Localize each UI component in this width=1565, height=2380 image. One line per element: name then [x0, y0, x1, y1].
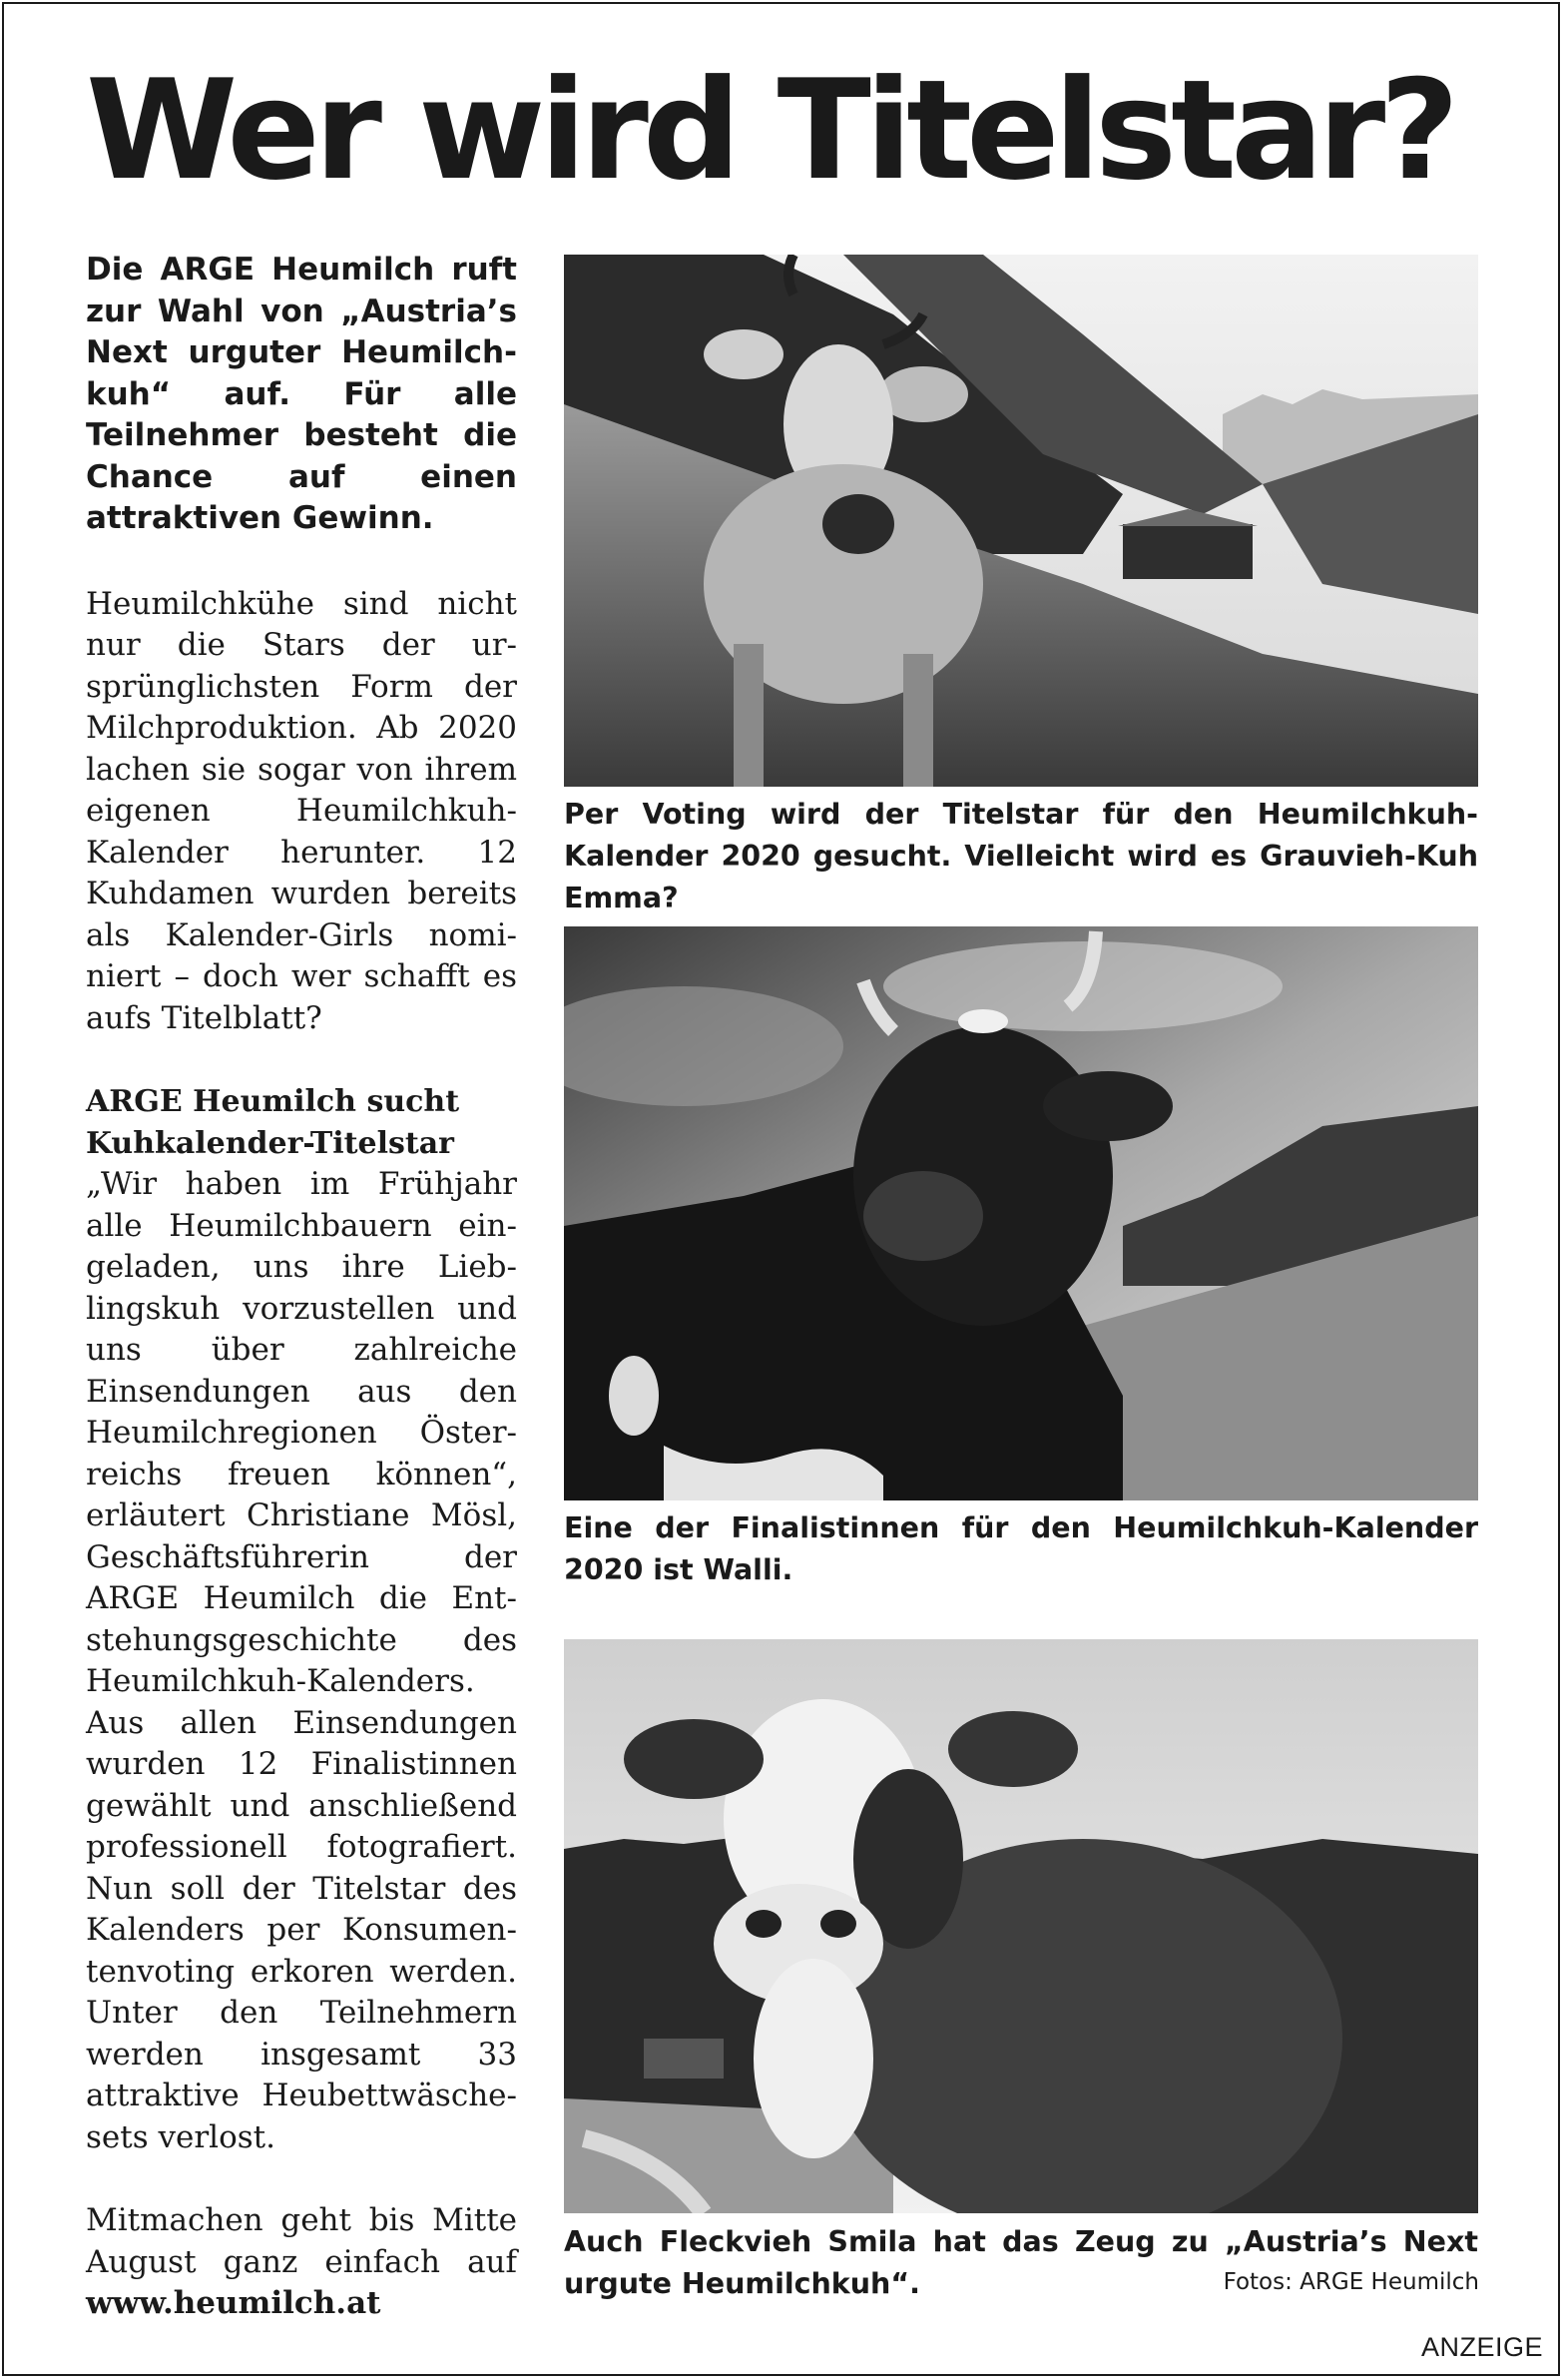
caption-photo-2: Eine der Finalistinnen für den Heumilchkuh-Kalender 2020 ist Walli. [564, 1511, 1478, 1586]
photo-cow-walli [564, 926, 1478, 1500]
photo-credit: Fotos: ARGE Heumilch [1223, 2269, 1479, 2295]
closing-paragraph [86, 2200, 517, 2325]
photo-fleckvieh-cow-smila [564, 1639, 1478, 2213]
subheading: ARGE Heumilch sucht Kuhkalender-Titelstar [86, 1084, 460, 1161]
body-paragraph-1: Heumilchkühe sind nicht nur die Stars der ursprünglichsten Form der Milchproduktion. Ab 2020 lachen sie sogar von ihrem eigenen Heumilchkuh-Kalender herunter. 12 Kuhdamen wurden bereits als Kalender-Girls nominiert – doch wer schafft es aufs Titelblatt? [86, 585, 517, 1036]
photo-grauvieh-cow-emma [564, 255, 1478, 787]
closing-text: Mitmachen geht bis Mitte August ganz einfach auf [86, 2202, 517, 2280]
body-paragraph-2: „Wir haben im Frühjahr alle Heumilchbauern eingeladen, uns ihre Lieblingskuh vorzustellen und uns über zahlreiche Einsendungen aus den Heumilchregionen Österreichs freuen können“, erläutert Christiane Mösl, Geschäftsführerin der ARGE Heumilch die Entstehungsgeschichte des Heumilchkuh-Kalenders. Aus allen Einsendungen wurden 12 Finalistinnen gewählt und anschließend professionell fotografiert. Nun soll der Titelstar des Kalenders per Konsumentenvoting erkoren werden. Unter den Teilnehmern werden insgesamt 33 attraktive Heubettwäschesets verlost. [86, 1166, 517, 2155]
advertisement-label: ANZEIGE [1420, 2332, 1543, 2362]
caption-photo-3: Auch Fleckvieh Smila hat das Zeug zu „Austria’s Next urgute Heumilchkuh“. [564, 2225, 1478, 2300]
intro-paragraph: Die ARGE Heumilch ruft zur Wahl von „Austria’s Next urguter Heumilchkuh“ auf. Für alle Teilnehmer besteht die Chance auf einen attraktiven Gewinn. [86, 252, 517, 536]
caption-photo-1: Per Voting wird der Titelstar für den Heumilchkuh-Kalender 2020 gesucht. Vielleicht wird es Grauvieh-Kuh Emma? [564, 798, 1478, 914]
website-link[interactable]: www.heumilch.at [86, 2285, 381, 2321]
article-text-column [86, 250, 517, 2325]
headline: Wer wird Titelstar? [86, 50, 1454, 211]
